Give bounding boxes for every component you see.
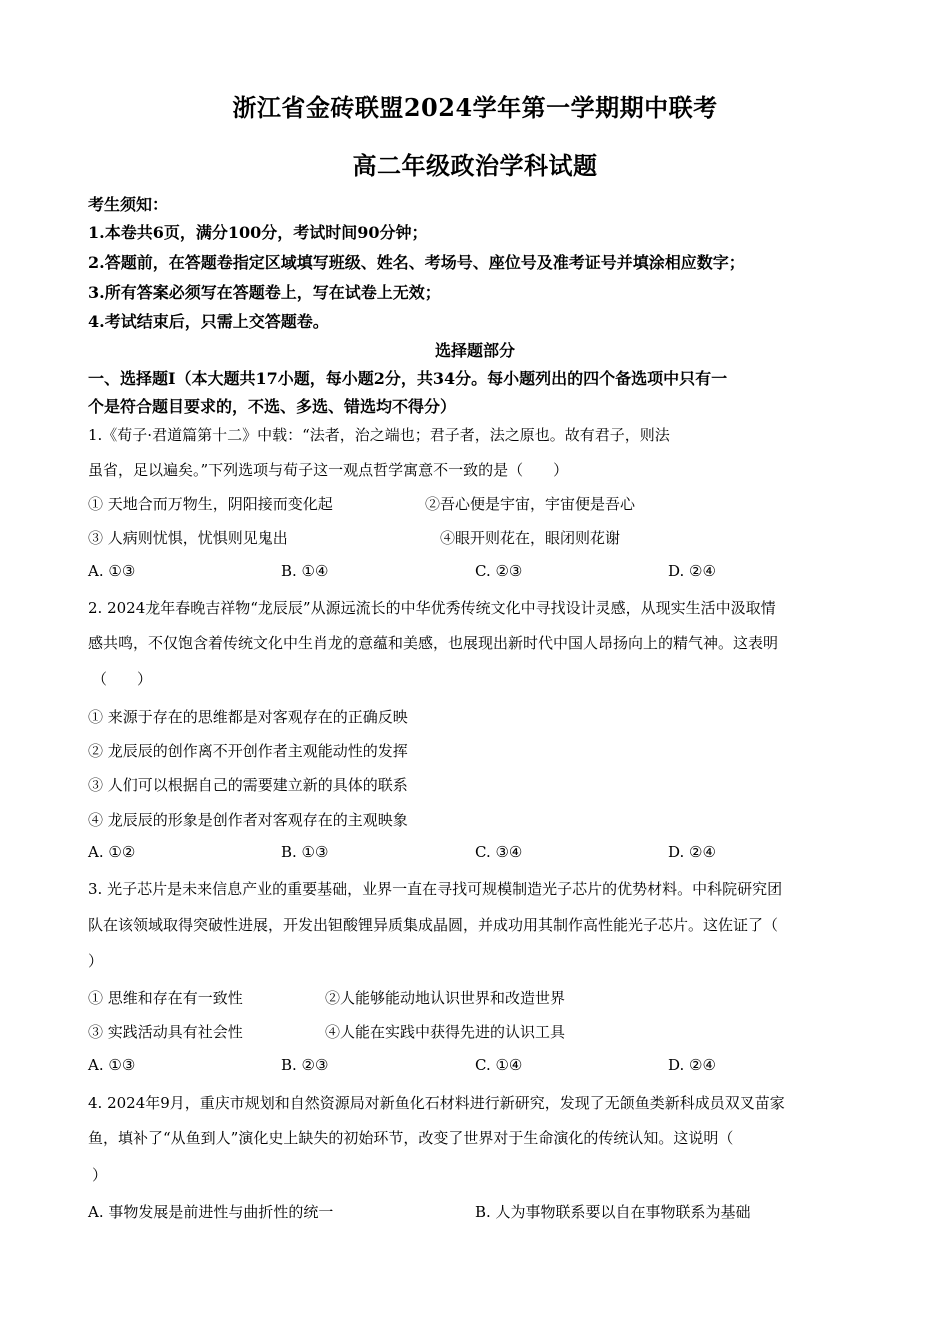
q1-option-c[interactable]: C. ②③ — [475, 562, 523, 580]
q1-statement-3: ③ 人病则忧惧，忧惧则见鬼出 — [88, 529, 288, 547]
q2-option-a[interactable]: A. ①② — [88, 843, 136, 861]
q1-option-d[interactable]: D. ②④ — [668, 562, 716, 580]
q3-option-c[interactable]: C. ①④ — [475, 1056, 523, 1074]
q2-statement-1: ① 来源于存在的思维都是对客观存在的正确反映 — [88, 708, 408, 726]
notice-item-3: 3.所有答案必须写在答题卷上，写在试卷上无效； — [88, 283, 441, 302]
q2-statement-3: ③ 人们可以根据自己的需要建立新的具体的联系 — [88, 776, 408, 794]
exam-title: 浙江省金砖联盟2024学年第一学期期中联考 — [232, 93, 718, 122]
q2-option-d[interactable]: D. ②④ — [668, 843, 716, 861]
q1-option-a[interactable]: A. ①③ — [88, 562, 136, 580]
q4-stem-line-1: 4. 2024年9月，重庆市规划和自然资源局对新鱼化石材料进行新研究，发现了无颌鱼类新科成员双叉苗家 — [88, 1094, 785, 1112]
q2-stem-line-3: （ ） — [92, 670, 153, 688]
q3-statement-4: ④人能在实践中获得先进的认识工具 — [325, 1023, 566, 1041]
q4-stem-line-3: ） — [92, 1166, 108, 1184]
q2-option-b[interactable]: B. ①③ — [281, 843, 329, 861]
notice-heading: 考生须知： — [88, 195, 169, 214]
q3-stem-line-1: 3. 光子芯片是未来信息产业的重要基础，业界一直在寻找可规模制造光子芯片的优势材料。中科院研究团 — [88, 880, 783, 898]
notice-item-2: 2.答题前，在答题卷指定区域填写班级、姓名、考场号、座位号及准考证号并填涂相应数字； — [88, 253, 745, 272]
section-heading-line-1: 一、选择题Ⅰ（本大题共17小题，每小题2分，共34分。每小题列出的四个备选项中只有一 — [88, 369, 728, 388]
q2-stem-line-2: 感共鸣，不仅饱含着传统文化中生肖龙的意蕴和美感，也展现出新时代中国人昂扬向上的精气神。这表明 — [88, 634, 779, 652]
q4-option-a[interactable]: A. 事物发展是前进性与曲折性的统一 — [88, 1203, 334, 1221]
q2-stem-line-1: 2. 2024龙年春晚吉祥物“龙辰辰”从源远流长的中华优秀传统文化中寻找设计灵感，从现实生活中汲取情 — [88, 599, 776, 617]
q1-statement-4: ④眼开则花在，眼闭则花谢 — [440, 529, 621, 547]
section-heading-line-2: 个是符合题目要求的，不选、多选、错选均不得分） — [88, 397, 457, 416]
q4-stem-line-2: 鱼，填补了“从鱼到人”演化史上缺失的初始环节，改变了世界对于生命演化的传统认知。这说明（ — [88, 1129, 734, 1147]
q3-option-b[interactable]: B. ②③ — [281, 1056, 329, 1074]
q1-stem-line-2: 虽省，足以遍矣。”下列选项与荀子这一观点哲学寓意不一致的是（ ） — [88, 461, 569, 479]
q3-statement-2: ②人能够能动地认识世界和改造世界 — [325, 989, 566, 1007]
q4-option-b[interactable]: B. 人为事物联系要以自在事物联系为基础 — [475, 1203, 751, 1221]
q3-stem-line-2: 队在该领域取得突破性进展，开发出钽酸锂异质集成晶圆，并成功用其制作高性能光子芯片。这佐证了（ — [88, 916, 779, 934]
q1-option-b[interactable]: B. ①④ — [281, 562, 329, 580]
section-title: 选择题部分 — [434, 341, 515, 360]
q2-statement-4: ④ 龙辰辰的形象是创作者对客观存在的主观映象 — [88, 811, 408, 829]
notice-item-4: 4.考试结束后，只需上交答题卷。 — [88, 312, 329, 331]
q3-option-d[interactable]: D. ②④ — [668, 1056, 716, 1074]
q3-option-a[interactable]: A. ①③ — [88, 1056, 136, 1074]
q1-stem-line-1: 1.《荀子·君道篇第十二》中载：“法者，治之端也；君子者，法之原也。故有君子，则法 — [88, 426, 670, 444]
q3-statement-3: ③ 实践活动具有社会性 — [88, 1023, 243, 1041]
notice-item-1: 1.本卷共6页，满分100分，考试时间90分钟； — [88, 223, 428, 242]
q2-statement-2: ② 龙辰辰的创作离不开创作者主观能动性的发挥 — [88, 742, 408, 760]
q1-statement-1: ① 天地合而万物生，阴阳接而变化起 — [88, 495, 333, 513]
q2-option-c[interactable]: C. ③④ — [475, 843, 523, 861]
q3-stem-line-3: ） — [88, 952, 104, 970]
q1-statement-2: ②吾心便是宇宙，宇宙便是吾心 — [425, 495, 636, 513]
q3-statement-1: ① 思维和存在有一致性 — [88, 989, 243, 1007]
exam-subtitle: 高二年级政治学科试题 — [352, 151, 598, 180]
